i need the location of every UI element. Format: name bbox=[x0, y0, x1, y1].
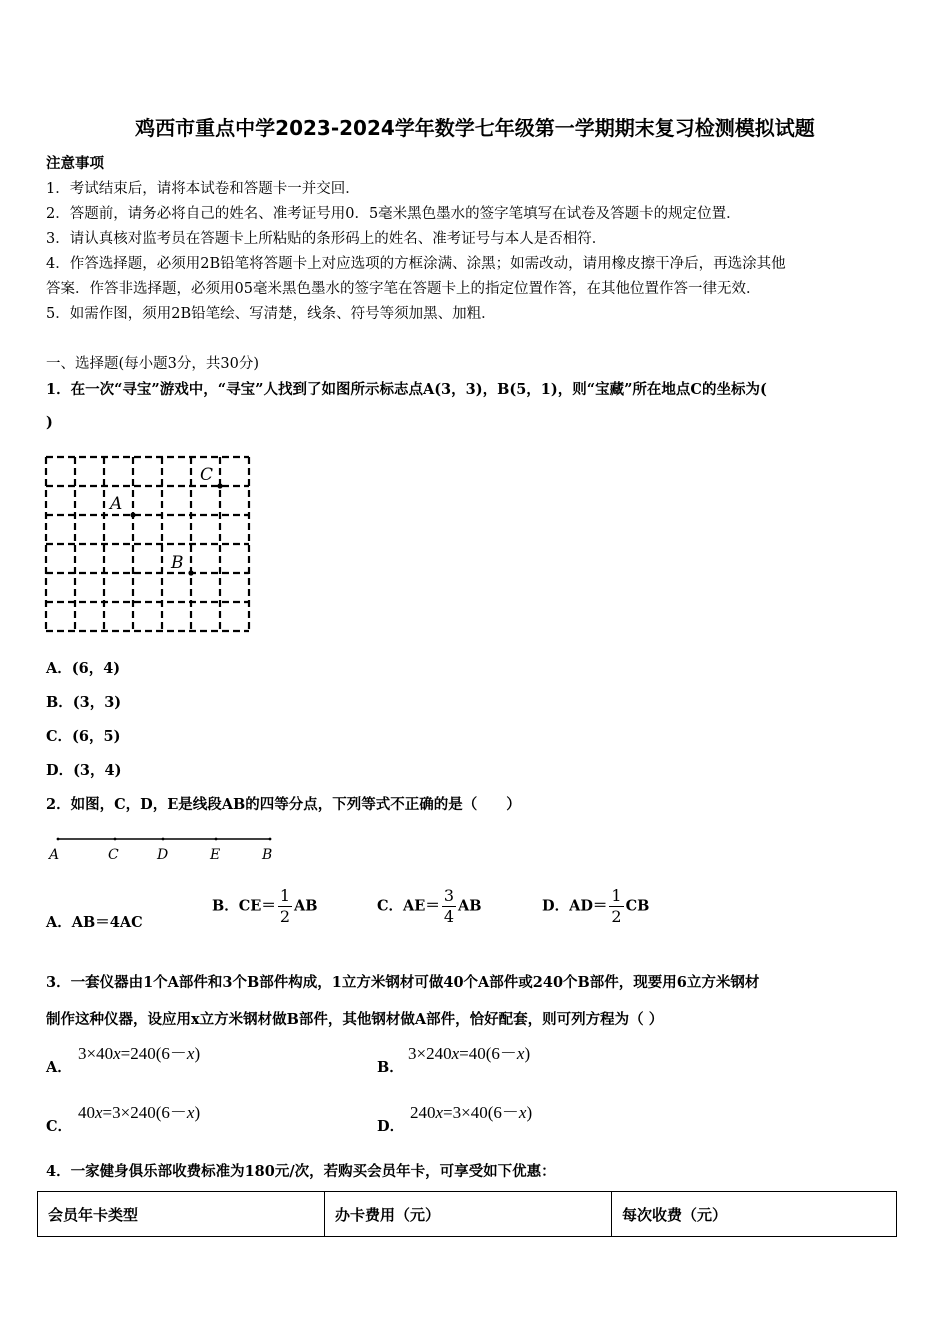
q1-stem: 1．在一次“寻宝”游戏中，“寻宝”人找到了如图所示标志点A(3，3)，B(5，1)，则“宝藏”所在地点C的坐标为( bbox=[46, 381, 767, 398]
q3-stem: 制作这种仪器，设应用x立方米钢材做B部件，其他钢材做A部件，恰好配套，则可列方程为（ ） bbox=[46, 1011, 664, 1028]
q1-option-b: B．(3，3) bbox=[46, 694, 122, 711]
q3-option-b-equation: 3×240x=40(6－x) bbox=[408, 1044, 531, 1063]
q3-option-c-letter: C． bbox=[46, 1118, 73, 1135]
label-a: A bbox=[110, 494, 123, 514]
q3-option-c-equation: 40x=3×240(6－x) bbox=[78, 1103, 201, 1122]
q3-stem: 3．一套仪器由1个A部件和3个B部件构成，1立方米钢材可做40个A部件或240个B部件，现要用6立方米钢材 bbox=[46, 974, 760, 991]
label-b: B bbox=[171, 553, 184, 573]
segment-label: B bbox=[262, 847, 273, 863]
q2-option-b: B．CE＝ $\frac{1}{2}$ AB bbox=[212, 886, 318, 926]
notice-heading: 注意事项 bbox=[46, 155, 104, 172]
q2-option-c: C．AE＝ $\frac{3}{4}$ AB bbox=[377, 886, 482, 926]
notice-line: 5．如需作图，须用2B铅笔绘、写清楚，线条、符号等须加黑、加粗． bbox=[46, 306, 496, 322]
table-header-cell: 每次收费（元） bbox=[612, 1192, 897, 1237]
label-c: C bbox=[200, 465, 214, 485]
q3-option-a-equation: 3×40x=240(6－x) bbox=[78, 1044, 201, 1063]
notice-line: 4．作答选择题，必须用2B铅笔将答题卡上对应选项的方框涂满、涂黑；如需改动，请用橡皮擦干净后，再选涂其他 bbox=[46, 256, 786, 272]
notice-line: 1．考试结束后，请将本试卷和答题卡一并交回． bbox=[46, 181, 360, 197]
q3-option-b-letter: B． bbox=[377, 1059, 404, 1076]
q1-stem-close: ) bbox=[46, 414, 53, 431]
q2-option-d: D．AD＝ $\frac{1}{2}$ CB bbox=[542, 886, 650, 926]
q1-option-a: A．(6，4) bbox=[46, 660, 121, 677]
notice-line: 答案．作答非选择题，必须用05毫米黑色墨水的签字笔在答题卡上的指定位置作答，在其他位置作答一律无效． bbox=[46, 281, 761, 297]
point-c bbox=[217, 483, 222, 488]
point-b bbox=[188, 570, 193, 575]
segment-label: E bbox=[210, 847, 221, 863]
q1-grid-figure bbox=[44, 455, 252, 635]
section-heading: 一、选择题(每小题3分，共30分) bbox=[46, 356, 259, 372]
q2-option-a: A．AB＝4AC bbox=[46, 914, 143, 931]
fee-table bbox=[37, 1191, 897, 1237]
q1-option-d: D．(3，4) bbox=[46, 762, 122, 779]
q4-stem: 4．一家健身俱乐部收费标准为180元/次，若购买会员年卡，可享受如下优惠： bbox=[46, 1163, 556, 1180]
q2-segment-figure bbox=[44, 832, 279, 866]
segment-label: C bbox=[108, 847, 119, 863]
page-title: 鸡西市重点中学2023-2024学年数学七年级第一学期期末复习检测模拟试题 bbox=[135, 116, 815, 140]
table-header-row bbox=[38, 1192, 897, 1237]
table-header-cell: 会员年卡类型 bbox=[38, 1192, 325, 1237]
segment-label: A bbox=[49, 847, 60, 863]
point-a bbox=[130, 512, 135, 517]
notice-line: 2．答题前，请务必将自己的姓名、准考证号用0．5毫米黑色墨水的签字笔填写在试卷及答题卡的规定位置． bbox=[46, 206, 741, 222]
table-header-cell: 办卡费用（元） bbox=[325, 1192, 612, 1237]
q3-option-d-equation: 240x=3×40(6－x) bbox=[410, 1103, 533, 1122]
segment-label: D bbox=[157, 847, 169, 863]
q2-stem: 2．如图，C，D，E是线段AB的四等分点，下列等式不正确的是（ ） bbox=[46, 796, 521, 813]
q3-option-a-letter: A． bbox=[46, 1059, 72, 1076]
q3-option-d-letter: D． bbox=[377, 1118, 405, 1135]
notice-line: 3．请认真核对监考员在答题卡上所粘贴的条形码上的姓名、准考证号与本人是否相符． bbox=[46, 231, 607, 247]
q1-option-c: C．(6，5) bbox=[46, 728, 121, 745]
